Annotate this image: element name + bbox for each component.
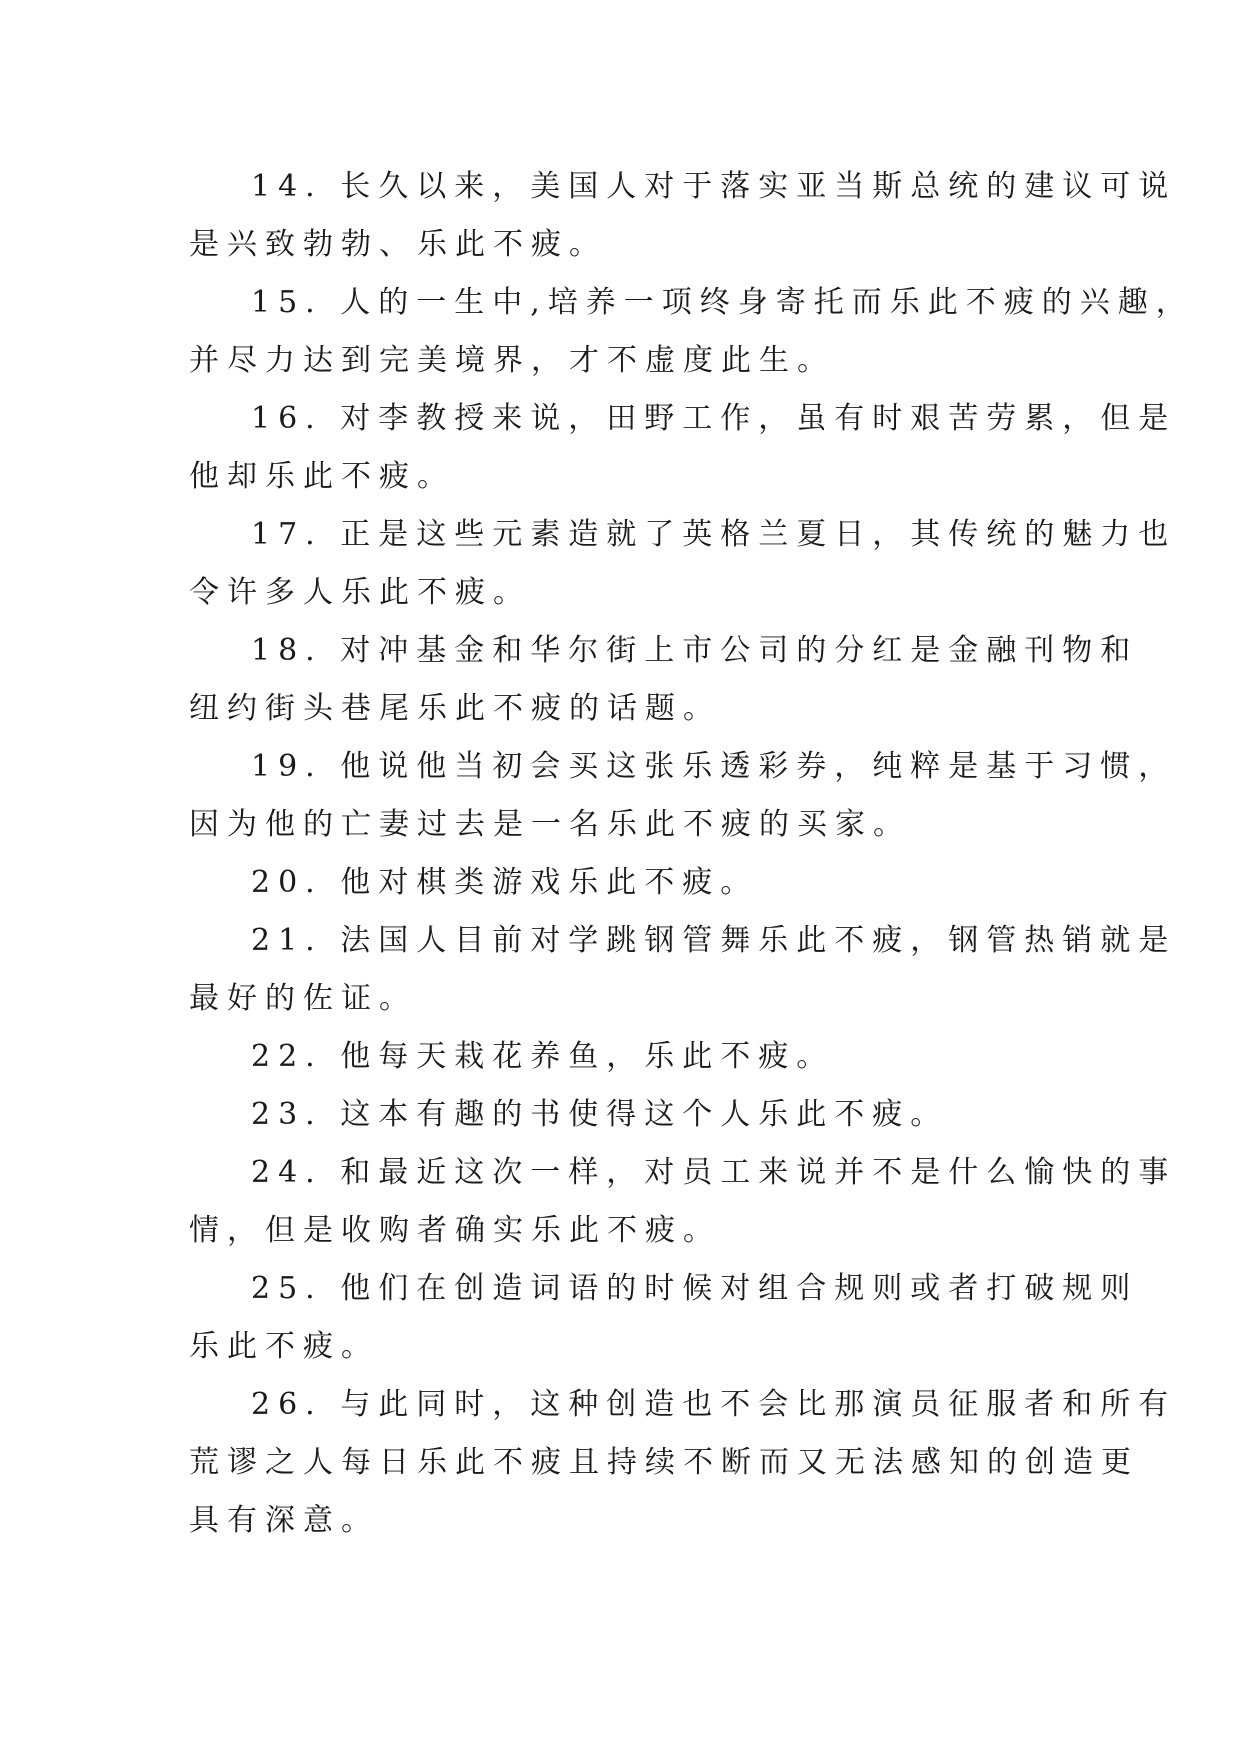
sentence-line: 15. 人的一生中,培养一项终身寄托而乐此不疲的兴趣， bbox=[251, 285, 1194, 320]
sentence-line: 21. 法国人目前对学跳钢管舞乐此不疲，钢管热销就是 bbox=[251, 923, 1177, 958]
sentence-15 bbox=[189, 274, 1194, 390]
sentence-26 bbox=[189, 1376, 1177, 1550]
sentence-25 bbox=[189, 1260, 1139, 1376]
sentence-line: 令许多人乐此不疲。 bbox=[189, 575, 531, 610]
sentence-line: 纽约街头巷尾乐此不疲的话题。 bbox=[189, 691, 721, 726]
sentence-18 bbox=[189, 622, 1139, 738]
sentence-14 bbox=[189, 158, 1177, 274]
sentence-line: 具有深意。 bbox=[189, 1503, 379, 1538]
sentence-line: 18. 对冲基金和华尔街上市公司的分红是金融刊物和 bbox=[251, 633, 1139, 668]
sentence-20 bbox=[189, 854, 1089, 912]
sentence-line: 他却乐此不疲。 bbox=[189, 459, 455, 494]
sentence-line: 乐此不疲。 bbox=[189, 1329, 379, 1364]
sentence-22 bbox=[189, 1028, 1089, 1086]
document-page bbox=[189, 158, 1194, 1550]
sentence-line: 20. 他对棋类游戏乐此不疲。 bbox=[251, 865, 759, 900]
sentence-23 bbox=[189, 1086, 1089, 1144]
sentence-line: 22. 他每天栽花养鱼，乐此不疲。 bbox=[251, 1039, 835, 1074]
sentence-line: 24. 和最近这次一样，对员工来说并不是什么愉快的事 bbox=[251, 1155, 1177, 1190]
sentence-line: 16. 对李教授来说，田野工作，虽有时艰苦劳累，但是 bbox=[251, 401, 1177, 436]
sentence-line: 23. 这本有趣的书使得这个人乐此不疲。 bbox=[251, 1097, 949, 1132]
sentence-line: 14. 长久以来，美国人对于落实亚当斯总统的建议可说 bbox=[251, 169, 1177, 204]
sentence-16 bbox=[189, 390, 1177, 506]
sentence-line: 因为他的亡妻过去是一名乐此不疲的买家。 bbox=[189, 807, 911, 842]
sentence-line: 最好的佐证。 bbox=[189, 981, 417, 1016]
sentence-line: 19. 他说他当初会买这张乐透彩券，纯粹是基于习惯， bbox=[251, 749, 1177, 784]
sentence-line: 26. 与此同时，这种创造也不会比那演员征服者和所有 bbox=[251, 1387, 1177, 1422]
sentence-line: 荒谬之人每日乐此不疲且持续不断而又无法感知的创造更 bbox=[189, 1445, 1139, 1480]
sentence-24 bbox=[189, 1144, 1177, 1260]
sentence-line: 25. 他们在创造词语的时候对组合规则或者打破规则 bbox=[251, 1271, 1139, 1306]
sentence-17 bbox=[189, 506, 1177, 622]
sentence-line: 情，但是收购者确实乐此不疲。 bbox=[189, 1213, 721, 1248]
sentence-line: 17. 正是这些元素造就了英格兰夏日，其传统的魅力也 bbox=[251, 517, 1177, 552]
sentence-21 bbox=[189, 912, 1177, 1028]
sentence-line: 并尽力达到完美境界，才不虚度此生。 bbox=[189, 343, 835, 378]
sentence-line: 是兴致勃勃、乐此不疲。 bbox=[189, 227, 607, 262]
sentence-19 bbox=[189, 738, 1177, 854]
